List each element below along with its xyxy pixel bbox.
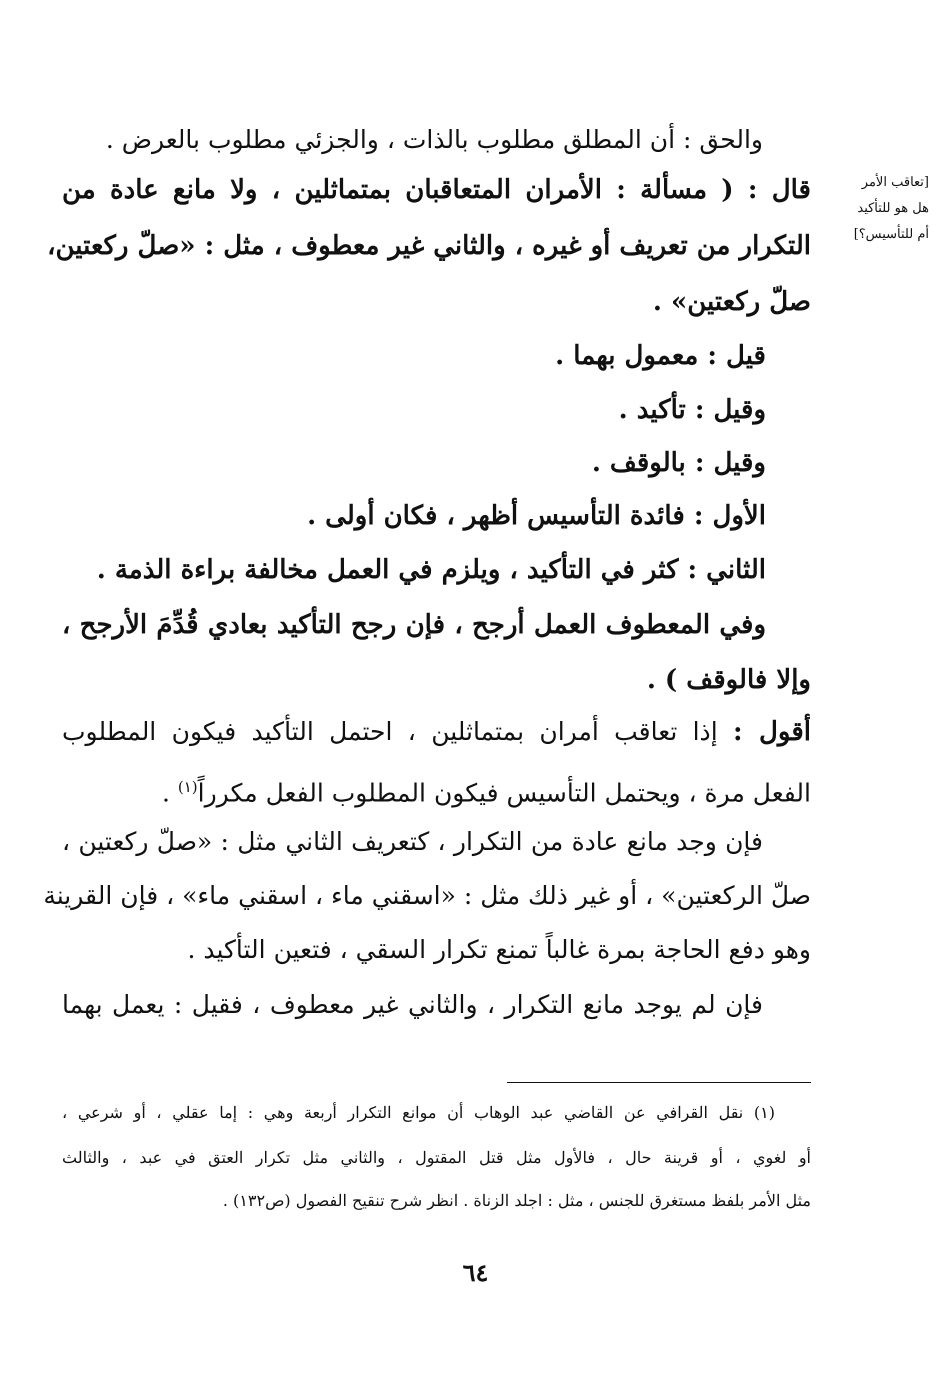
text-line: قال : ( مسألة : الأمران المتعاقبان بمتماثلين ، ولا مانع عادة من: [62, 175, 811, 205]
text-line: الثاني : كثر في التأكيد ، ويلزم في العمل مخالفة براءة الذمة .: [96, 555, 766, 585]
margin-note: [811, 170, 929, 248]
text-line: قيل : معمول بهما .: [555, 341, 766, 371]
text-line: الأول : فائدة التأسيس أظهر ، فكان أولى .: [307, 501, 766, 531]
footnote-line: مثل الأمر بلفظ مستغرق للجنس ، مثل : اجلد الزناة . انظر شرح تنقيح الفصول (ص١٣٢) .: [222, 1191, 811, 1210]
text-line: التكرار من تعريف أو غيره ، والثاني غير معطوف ، مثل : «صلّ ركعتين،: [47, 231, 811, 261]
text-line: وقيل : بالوقف .: [591, 448, 766, 478]
footnote-line: أو لغوي ، أو قرينة حال ، فالأول مثل قتل المقتول ، والثاني مثل تكرار العتق في عبد ، والثالث: [62, 1148, 811, 1167]
text-line: فإن لم يوجد مانع التكرار ، والثاني غير معطوف ، فقيل : يعمل بهما: [62, 990, 763, 1019]
text-lead: أقول :: [732, 717, 811, 747]
text-line: [62, 712, 811, 752]
margin-note-line: [تعاقب الأمر: [861, 175, 929, 190]
text-line: [162, 767, 811, 807]
text-line: صلّ ركعتين» .: [652, 287, 811, 317]
footnote-separator: [507, 1082, 811, 1083]
text-run: .: [161, 778, 170, 808]
text-line: وإلا فالوقف ) .: [646, 665, 811, 695]
text-run: إذا تعاقب أمران بمتماثلين ، احتمل التأكيد فيكون المطلوب: [62, 717, 718, 746]
text-run: الفعل مرة ، ويحتمل التأسيس فيكون المطلوب الفعل مكرراً: [197, 778, 811, 808]
margin-note-line: أم للتأسيس؟]: [853, 227, 929, 242]
margin-note-line: هل هو للتأكيد: [857, 201, 929, 216]
text-line: صلّ الركعتين» ، أو غير ذلك مثل : «اسقني ماء ، اسقني ماء» ، فإن القرينة: [43, 881, 811, 910]
footnote-ref: (١): [177, 778, 198, 796]
text-line: فإن وجد مانع عادة من التكرار ، كتعريف الثاني مثل : «صلّ ركعتين ،: [62, 827, 763, 856]
page-number: ٦٤: [462, 1258, 489, 1287]
text-line: والحق : أن المطلق مطلوب بالذات ، والجزئي مطلوب بالعرض .: [105, 125, 763, 154]
text-line: وقيل : تأكيد .: [618, 395, 766, 425]
text-line: وفي المعطوف العمل أرجح ، فإن رجح التأكيد بعادي قُدِّمَ الأرجح ،: [62, 610, 766, 640]
footnote-line: (١) نقل القرافي عن القاضي عبد الوهاب أن موانع التكرار أربعة وهي : إما عقلي ، أو شرعي ،: [62, 1103, 775, 1122]
text-line: وهو دفع الحاجة بمرة غالباً تمنع تكرار السقي ، فتعين التأكيد .: [187, 935, 811, 964]
